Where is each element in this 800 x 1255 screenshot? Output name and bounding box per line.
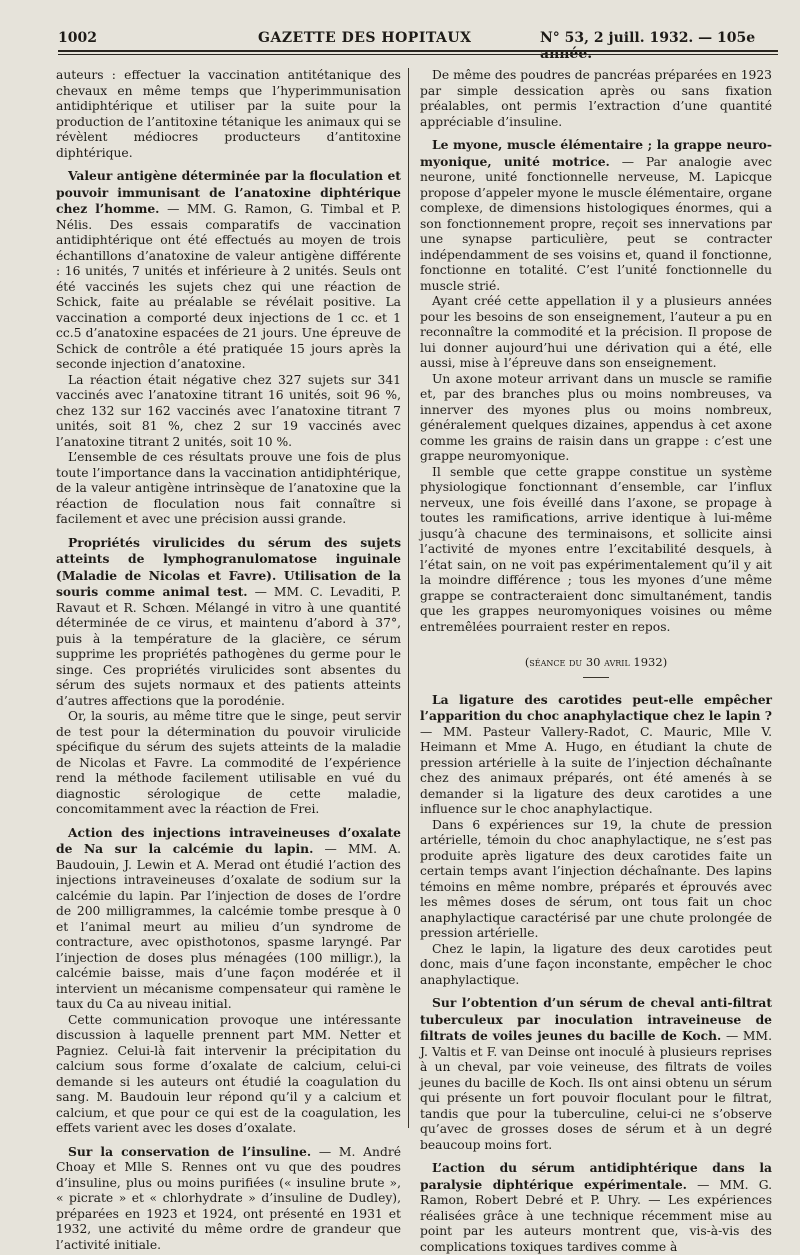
page-header [0, 0, 800, 62]
report-authors: — MM. C. Levaditi, P. Ravaut et R. Schœn. [56, 585, 401, 615]
report-authors: — Par analogie avec neurone, unité fonctionnelle nerveuse, M. Lapicque [420, 154, 772, 184]
page-number: 1002 [58, 30, 97, 46]
report-title: Sur l’obtention d’un sérum de cheval anti-filtrat tuberculeux par inoculation intraveineuse de filtrats de voiles jeunes du bacille de Koch. [420, 995, 772, 1043]
report-levaditi-ravaut-schoen [56, 535, 401, 818]
paragraph: La réaction était négative chez 327 sujets sur 341 vaccinés avec l’anatoxine titrant 16 unités, soit 96 %, chez 132 sur 162 vaccinés avec l’anatoxine titrant 7 unités, soit 81 %, chez 2 sur 19 vaccinés avec l’anatoxine titrant 2 unités, soit 10 %. [56, 372, 401, 449]
report-authors: — MM. J. Valtis et F. van Deinse [420, 1029, 772, 1059]
paragraph: auteurs : effectuer la vaccination antitétanique des chevaux en même temps que l’hyperimmunisation antidiphtérique et utiliser par la suite pour la production de l’antitoxine tétanique les animaux qui se révèlent médiocres producteurs d’antitoxine diphtérique. [56, 68, 401, 160]
header-rule [58, 50, 778, 52]
report-text: — Les expériences réalisées grâce à une technique récemment mise au point par les auteurs montrent que, vis-à-vis des complications toxiques tardives comme à [420, 1193, 773, 1254]
report-authors: — MM. Pasteur Vallery-Radot, C. Mauric, Mlle V. Heimann et Mme A. Hugo, [420, 724, 772, 754]
right-column [420, 68, 772, 1255]
report-text: propose d’appeler myone le muscle élémentaire, organe complexe, de dimensions histologiques énormes, qui a son fonctionnement propre, reçoit ses innervations par une synapse particulière, peut se contracter indépendamment de ses voisins et, quand il fonctionne, fonctionne en totalité. C’est l’unité fonctionnelle du muscle strié. [420, 185, 772, 293]
column-divider [408, 68, 409, 1128]
journal-title: GAZETTE DES HOPITAUX [258, 30, 472, 46]
paragraph: Dans 6 expériences sur 19, la chute de pression artérielle, témoin du choc anaphylactique, ne s’est pas produite après ligature des deux carotides faite un certain temps avant l’injection déchaînante. Des lapins témoins en même nombre, préparés et éprouvés avec les mêmes doses de sérum, ont tous fait un choc anaphylactique caractérisé par une chute prolongée de pression artérielle. [420, 817, 772, 940]
report-text: Mélangé in vitro à une quantité déterminée de ce virus, et maintenu d’abord à 37°, puis à la température de la glacière, ce sérum supprime les propriétés pathogènes du germe pour le singe. Ces propriétés virulicides sont absentes du sérum des sujets normaux et des patients atteints d’autres affections que la porodénie. [56, 600, 401, 708]
report-valtis-van-deinse [420, 995, 772, 1153]
report-text: ont étudié l’action des injections intraveineuses d’oxalate de sodium sur la calcémie du lapin. Par l’injection de doses de l’ordre de 200 milligrammes, la calcémie tombe presque à 0 et l’animal meurt au milieu d’un syndrome de contracture, avec opisthotonos, spasme laryngé. Par l’injection de doses plus ménagées (100 milligr.), la calcémie baisse, mais d’une façon modérée et il intervient un mécanisme compensateur qui ramène le taux du Ca au niveau initial. [56, 857, 401, 1011]
report-title: La ligature des carotides peut-elle empêcher l’apparition du choc anaphylactique chez le lapin ? [420, 691, 772, 723]
report-ramon-timbal-nelis [56, 168, 401, 528]
report-authors: — MM. A. Baudouin, J. Lewin et A. Merad [56, 842, 401, 872]
session-rule [583, 677, 609, 678]
paragraph: Ayant créé cette appellation il y a plusieurs années pour les besoins de son enseignement, l’auteur a pu en reconnaître la commodité et la précision. Il propose de lui donner aujourd’hui une dérivation qui a été, elle aussi, mise à l’épreuve dans son enseignement. [420, 294, 772, 370]
paragraph: Or, la souris, au même titre que le singe, peut servir de test pour la détermination du pouvoir virulicide spécifique du sérum des sujets atteints de la maladie de Nicolas et Favre. La commodité de l’expérience rend la méthode facilement utilisable en vué du diagnostic sérologique de cette maladie, concomitamment avec la réaction de Frei. [56, 709, 401, 816]
report-title: Sur la conservation de l’insuline. [68, 1143, 312, 1159]
paragraph: Chez le lapin, la ligature des deux carotides peut donc, mais d’une façon inconstante, empêcher le choc anaphylactique. [420, 941, 772, 987]
report-title: Propriétés virulicides du sérum des sujets atteints de lymphogranulomatose inguinale (Maladie de Nicolas et Favre). Utilisation de la souris comme animal test. [56, 534, 401, 599]
report-title: Valeur antigène déterminée par la floculation et pouvoir immunisant de l’anatoxine diphtérique chez l’homme. [56, 168, 401, 216]
paragraph: L’ensemble de ces résultats prouve une fois de plus toute l’importance dans la vaccination antidiphtérique, de la valeur antigène intrinsèque de l’anatoxine que la réaction de floculation nous fait connaître si facilement et avec une précision aussi grande. [56, 450, 401, 526]
report-lapicque [420, 137, 772, 635]
paragraph: Il semble que cette grappe constitue un système physiologique fonctionnant d’ensemble, car l’influx nerveux, une fois éveillé dans l’axone, se propage à toutes les ramifications, arrive identique à lui-même jusqu’à chacune des terminaisons, et sollicite ainsi l’activité de myones entre l’excitabilité desquels, à l’état sain, on ne voit pas expérimentalement qu’il y ait la moindre différence ; tous les myones d’une même grappe se contracteraient donc simultanément, tandis que les grappes neuromyoniques voisines ou même entremêlées pourraient rester en repos. [420, 464, 772, 634]
paragraph: Un axone moteur arrivant dans un muscle se ramifie et, par des branches plus ou moins nombreuses, va innerver des myones plus ou moins nombreux, généralement quelques dizaines, appendus à cet axone comme les grains de raisin dans un grappe : c’est une grappe neuromyonique. [420, 371, 772, 463]
report-text: en étudiant la chute de pression artérielle à la suite de l’injection déchaînante chez des animaux préparés, ont été amenés à se demander si la ligature des deux carotides a une influence sur le choc anaphylactique. [420, 740, 772, 816]
report-title: L’action du sérum antidiphtérique dans la paralysie diphtérique expérimentale. [420, 1160, 772, 1192]
report-pasteur-vallery-radot [420, 692, 772, 989]
paragraph: Cette communication provoque une intéressante discussion à laquelle prennent part MM. Netter et Pagniez. Celui-là fait intervenir la précipitation du calcium sous forme d’oxalate de calcium, celui-ci demande si les auteurs ont étudié la coagulation du sang. M. Baudouin leur répond qu’il y a calcium et calcium, et que pour ce qui est de la coagulation, les effets varient avec les doses d’oxalate. [56, 1012, 401, 1135]
header-rule-thin [58, 54, 778, 55]
session-heading: (séance du 30 avril 1932) [524, 655, 668, 669]
report-choay-rennes [56, 1144, 401, 1254]
report-text: ont vu que des poudres d’insuline, plus ou moins purifiées (« insuline brute », « picrate » et « chlorhydrate » d’insuline de Dudley), préparées en 1923 et 1924, ont présenté en 1931 et 1932, une activité du même ordre de grandeur que l’activité initiale. [56, 1160, 401, 1252]
report-authors: — MM. G. Ramon, Robert Debré et P. Uhry. [420, 1177, 772, 1207]
report-baudouin-lewin-merad [56, 825, 401, 1137]
issue-info: N° 53, 2 juill. 1932. — 105e année. [540, 30, 756, 62]
report-title: Action des injections intraveineuses d’oxalate de Na sur la calcémie du lapin. [56, 824, 401, 856]
left-column [56, 68, 401, 1253]
report-authors: — M. André Choay et Mlle S. Rennes [56, 1144, 401, 1174]
paragraph: De même des poudres de pancréas préparées en 1923 par simple dessication après ou sans fixation préalables, ont permis l’extraction d’une quantité appréciable d’insuline. [420, 68, 772, 129]
report-authors: — MM. G. Ramon, G. Timbal et P. Nélis. [56, 202, 401, 232]
report-title: Le myone, muscle élémentaire ; la grappe neuro-myonique, unité motrice. [420, 137, 772, 169]
report-text: Des essais comparatifs de vaccination antidiphtérique ont été effectués au moyen de trois échantillons d’anatoxine de valeur antigène différente : 16 unités, 7 unités et inférieure à 2 unités. Seuls ont été vaccinés les sujets chez qui une réaction de Schick, faite au préalable se révélait positive. La vaccination a comporté deux injections de 1 cc. et 1 cc.5 d’anatoxine espacées de 21 jours. Une épreuve de Schick de contrôle a été pratiquée 15 jours après la seconde injection d’anatoxine. [56, 217, 401, 371]
report-ramon-debre-uhry [420, 1160, 772, 1255]
report-text: ont inoculé à plusieurs reprises à un cheval, par voie veineuse, des filtrats de voiles jeunes du bacille de Koch. Ils ont ainsi obtenu un sérum qui présente un fort pouvoir floculant pour le filtrat, tandis que pour la tuberculine, celui-ci ne s’observe qu’avec de grosses doses de sérum et à un degré beaucoup moins fort. [420, 1044, 772, 1152]
